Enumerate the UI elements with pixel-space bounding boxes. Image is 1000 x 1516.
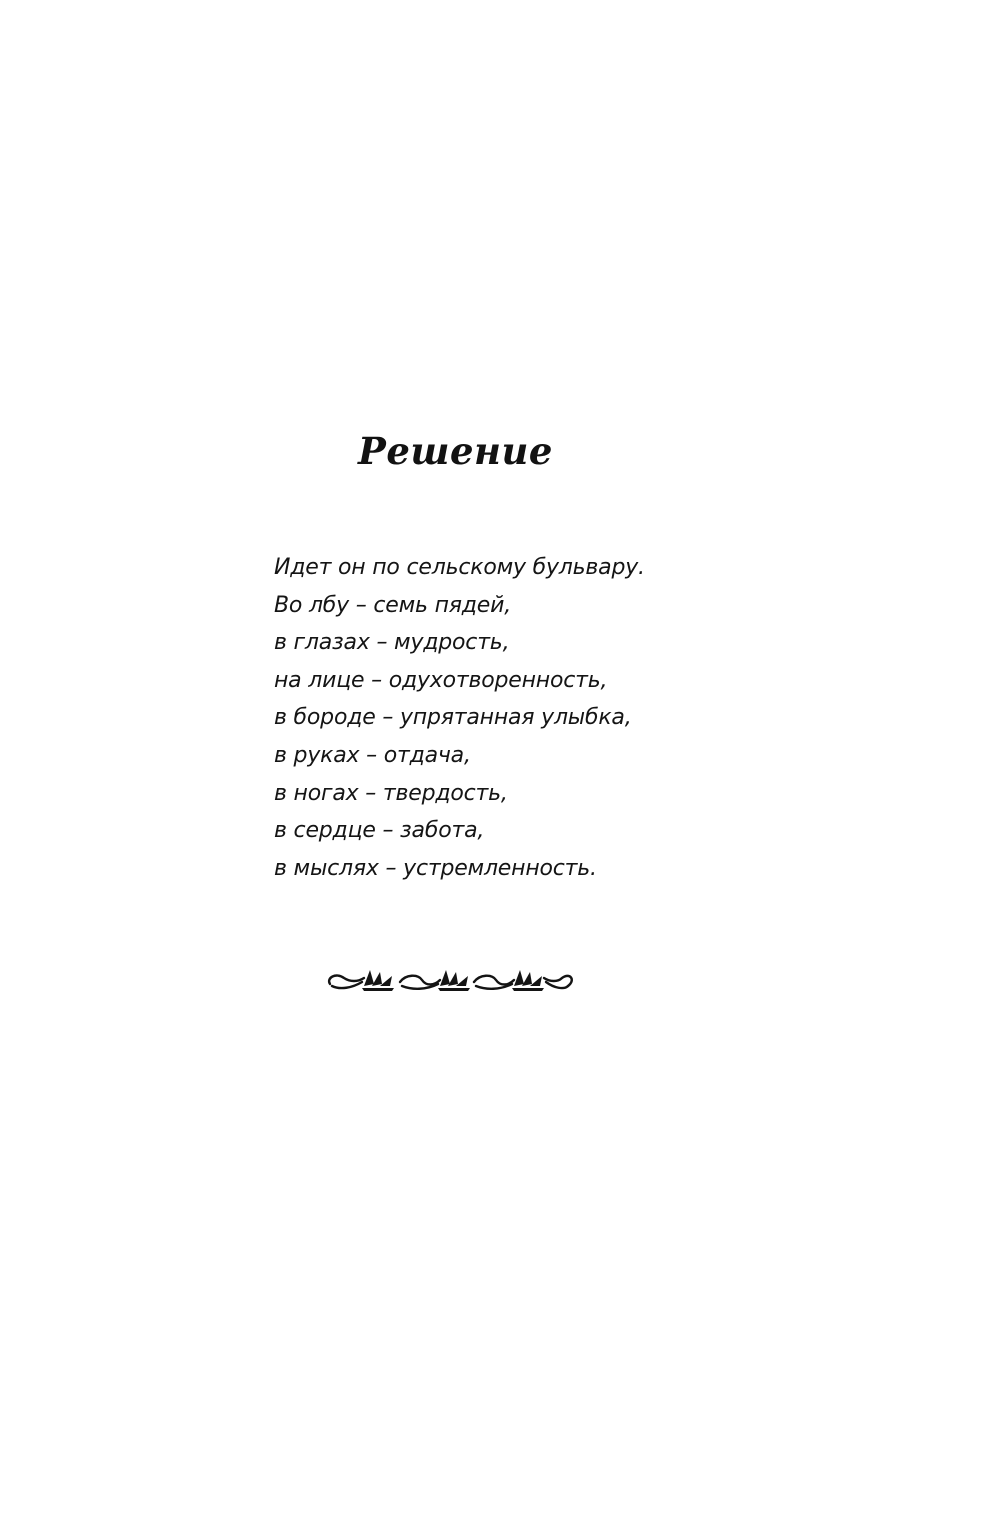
poem-line: на лице – одухотворенность, bbox=[274, 667, 608, 693]
poem-line: в руках – отдача, bbox=[274, 742, 471, 768]
poem-line: в сердце – забота, bbox=[274, 818, 485, 844]
poem-title: Решение bbox=[358, 429, 553, 473]
flourish-divider-icon bbox=[322, 960, 576, 1000]
poem-text bbox=[274, 549, 645, 887]
poem-line: Во лбу – семь пядей, bbox=[274, 592, 512, 618]
poem-line: в бороде – упрятанная улыбка, bbox=[274, 705, 632, 731]
poem-line: в глазах – мудрость, bbox=[274, 630, 510, 656]
poem-line: в ногах – твердость, bbox=[274, 780, 508, 806]
poem-line: в мыслях – устремленность. bbox=[274, 855, 597, 881]
poem-line: Идет он по сельскому бульвару. bbox=[274, 555, 645, 580]
